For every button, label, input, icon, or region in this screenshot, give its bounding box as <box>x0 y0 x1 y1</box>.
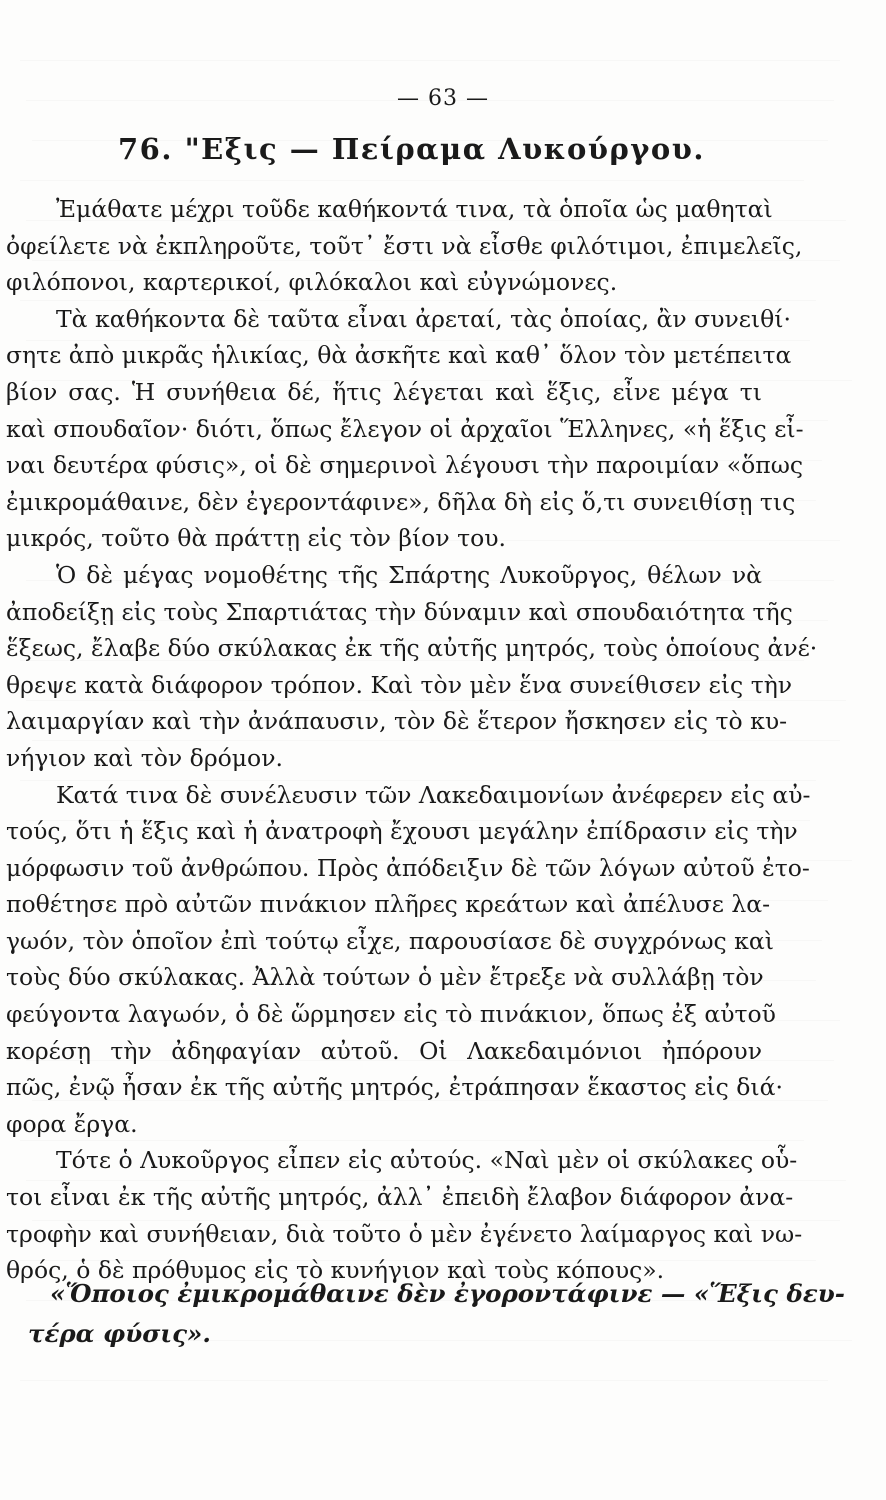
text-line: μόρφωσιν τοῦ ἀνθρώπου. Πρὸς ἀπόδειξιν δὲ τῶν λόγων αὐτοῦ ἐτο- <box>6 853 810 882</box>
text-line: καὶ σπουδαῖον· διότι, ὅπως ἔλεγον οἱ ἀρχαῖοι Ἕλληνες, «ἡ ἕξις εἶ- <box>6 414 804 443</box>
text-line: σητε ἀπὸ μικρᾶς ἡλικίας, θὰ ἀσκῆτε καὶ καθ᾿ ὅλον τὸν μετέπειτα <box>6 341 792 370</box>
text-line: μικρός, τοῦτο θὰ πράττῃ εἰς τὸν βίον του. <box>6 524 506 553</box>
maxim-line: τέρα φύσις». <box>28 1319 211 1348</box>
text-line: τοὺς δύο σκύλακας. Ἀλλὰ τούτων ὁ μὲν ἔτρεξε νὰ συλλάβῃ τὸν <box>6 963 764 992</box>
text-line: θρός, ὁ δὲ πρόθυμος εἰς τὸ κυνήγιον καὶ τοὺς κόπους». <box>6 1256 665 1285</box>
text-line: κορέσῃ τὴν ἀδηφαγίαν αὐτοῦ. Οἱ Λακεδαιμόνιοι ἠπόρουν <box>6 1036 762 1065</box>
text-line: ἕξεως, ἔλαβε δύο σκύλακας ἐκ τῆς αὐτῆς μητρός, τοὺς ὁποίους ἀνέ· <box>6 634 818 663</box>
text-line: Ὁ δὲ μέγας νομοθέτης τῆς Σπάρτης Λυκοῦργος, θέλων νὰ <box>56 560 762 589</box>
text-line: νήγιον καὶ τὸν δρόμον. <box>6 743 283 772</box>
text-line: τροφὴν καὶ συνήθειαν, διὰ τοῦτο ὁ μὲν ἐγένετο λαίμαργος καὶ νω- <box>6 1219 803 1248</box>
text-line: φιλόπονοι, καρτερικοί, φιλόκαλοι καὶ εὐγνώμονες. <box>6 268 618 297</box>
text-line: βίον σας. Ἡ συνήθεια δέ, ἥτις λέγεται καὶ ἕξις, εἶνε μέγα τι <box>6 377 762 406</box>
chapter-heading: "Εξις — Πείραμα Λυκούργου. <box>184 132 705 166</box>
text-line: λαιμαργίαν καὶ τὴν ἀνάπαυσιν, τὸν δὲ ἕτερον ἤσκησεν εἰς τὸ κυ- <box>6 707 788 736</box>
text-line: ἐμικρομάθαινε, δὲν ἐγεροντάφινε», δῆλα δὴ εἰς ὅ,τι συνειθίσῃ τις <box>6 487 796 516</box>
text-line: τοι εἶναι ἐκ τῆς αὐτῆς μητρός, ἀλλ᾿ ἐπειδὴ ἔλαβον διάφορον ἀνα- <box>6 1183 794 1212</box>
conclusion-maxim <box>28 1274 845 1354</box>
page-number: — 63 — <box>397 86 489 111</box>
text-line: Τότε ὁ Λυκοῦργος εἶπεν εἰς αὐτούς. «Ναὶ μὲν οἱ σκύλακες οὗ- <box>56 1146 798 1175</box>
ghost-line <box>20 1380 828 1381</box>
chapter-number: 76. <box>118 132 173 166</box>
chapter-title <box>118 132 758 166</box>
text-line: ὀφείλετε νὰ ἐκπληροῦτε, τοῦτ᾿ ἔστι νὰ εἶσθε φιλότιμοι, ἐπιμελεῖς, <box>6 231 803 260</box>
ghost-line <box>20 180 804 181</box>
text-line: τούς, ὅτι ἡ ἕξις καὶ ἡ ἀνατροφὴ ἔχουσι μεγάλην ἐπίδρασιν εἰς τὴν <box>6 817 798 846</box>
text-line: Κατά τινα δὲ συνέλευσιν τῶν Λακεδαιμονίων ἀνέφερεν εἰς αὐ- <box>56 780 811 809</box>
body-text <box>6 191 818 1289</box>
maxim-line: «Ὅποιος ἐμικρομάθαινε δὲν ἐγοροντάφινε — «Ἕξις δευ- <box>50 1279 845 1308</box>
ghost-line <box>20 60 840 61</box>
text-line: ἀποδείξῃ εἰς τοὺς Σπαρτιάτας τὴν δύναμιν καὶ σπουδαιότητα τῆς <box>6 597 793 626</box>
text-line: ναι δευτέρα φύσις», οἱ δὲ σημερινοὶ λέγουσι τὴν παροιμίαν «ὅπως <box>6 451 804 480</box>
text-line: πῶς, ἐνῷ ἦσαν ἐκ τῆς αὐτῆς μητρός, ἐτράπησαν ἕκαστος εἰς διά· <box>6 1073 783 1102</box>
text-line: φορα ἔργα. <box>6 1109 138 1138</box>
text-line: γωόν, τὸν ὁποῖον ἐπὶ τούτῳ εἶχε, παρουσίασε δὲ συγχρόνως καὶ <box>6 926 774 955</box>
text-line: θρεψε κατὰ διάφορον τρόπον. Καὶ τὸν μὲν ἕνα συνείθισεν εἰς τὴν <box>6 670 793 699</box>
text-line: φεύγοντα λαγωόν, ὁ δὲ ὥρμησεν εἰς τὸ πινάκιον, ὅπως ἐξ αὐτοῦ <box>6 1000 776 1029</box>
text-line: Τὰ καθήκοντα δὲ ταῦτα εἶναι ἀρεταί, τὰς ὁποίας, ἂν συνειθί· <box>56 304 791 333</box>
text-line: Ἐμάθατε μέχρι τοῦδε καθήκοντά τινα, τὰ ὁποῖα ὡς μαθηταὶ <box>56 195 773 223</box>
text-line: ποθέτησε πρὸ αὐτῶν πινάκιον πλῆρες κρεάτων καὶ ἀπέλυσε λα- <box>6 890 771 919</box>
